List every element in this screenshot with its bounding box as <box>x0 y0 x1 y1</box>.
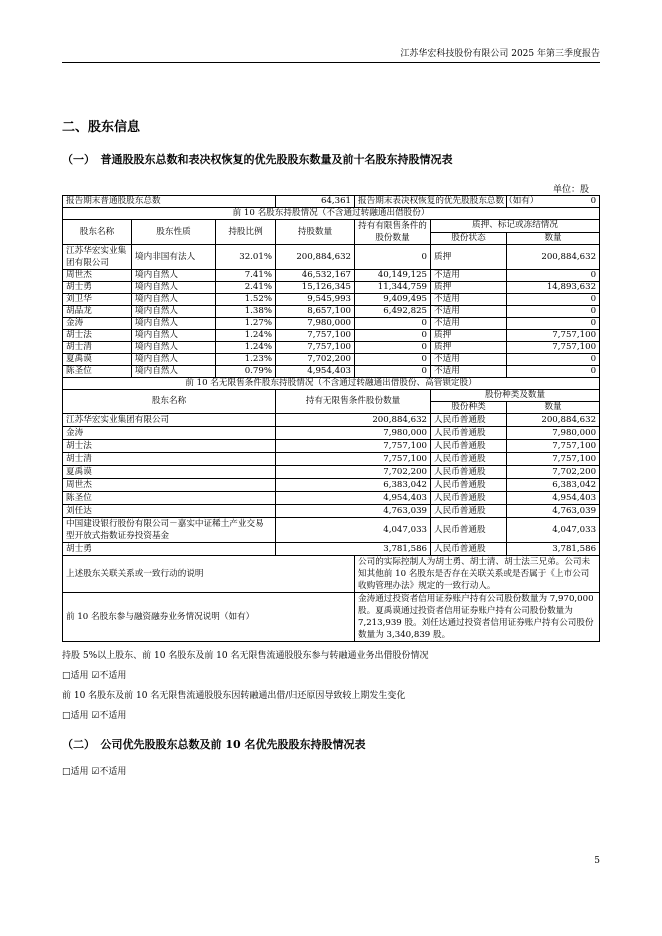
holder-nature: 境内自然人 <box>132 270 216 282</box>
total-holders-label: 报告期末普通股股东总数 <box>63 196 276 208</box>
unres-holder-count: 4,954,403 <box>276 492 431 505</box>
pledge-qty: 0 <box>507 270 600 282</box>
unres-title-row <box>63 378 600 390</box>
holder-ratio: 2.41% <box>216 282 276 294</box>
unres-holder-count: 6,383,042 <box>276 479 431 492</box>
col-header-pledge-group: 质押、标记或冻结情况 <box>431 220 600 233</box>
pledge-qty: 0 <box>507 306 600 318</box>
unres-holder-name: 胡士勇 <box>63 543 276 556</box>
unres-holder-count: 3,781,586 <box>276 543 431 556</box>
holder-nature: 境内自然人 <box>132 366 216 378</box>
holder-name: 江苏华宏实业集团有限公司 <box>63 245 132 270</box>
holder-name: 胡士清 <box>63 342 132 354</box>
unres-holder-count: 200,884,632 <box>276 414 431 427</box>
top10-row <box>63 306 600 318</box>
holder-ratio: 1.24% <box>216 330 276 342</box>
holder-restricted: 0 <box>355 245 431 270</box>
unres-share-qty: 7,980,000 <box>507 427 600 440</box>
pledge-qty: 14,893,632 <box>507 282 600 294</box>
pledge-status: 不适用 <box>431 366 507 378</box>
unres-row <box>63 505 600 518</box>
pledge-status: 质押 <box>431 330 507 342</box>
holder-nature: 境内自然人 <box>132 306 216 318</box>
holder-ratio: 0.79% <box>216 366 276 378</box>
unres-share-type: 人民币普通股 <box>431 453 507 466</box>
unres-share-type: 人民币普通股 <box>431 440 507 453</box>
top10-row <box>63 354 600 366</box>
holder-ratio: 1.52% <box>216 294 276 306</box>
pledge-qty: 7,757,100 <box>507 342 600 354</box>
unres-holder-name: 胡士清 <box>63 453 276 466</box>
unres-share-qty: 6,383,042 <box>507 479 600 492</box>
holder-restricted: 0 <box>355 342 431 354</box>
unres-share-qty: 7,757,100 <box>507 440 600 453</box>
pledge-qty: 0 <box>507 318 600 330</box>
unres-holder-count: 7,980,000 <box>276 427 431 440</box>
pledge-status: 质押 <box>431 245 507 270</box>
pledge-qty: 0 <box>507 366 600 378</box>
unres-holder-count: 7,757,100 <box>276 440 431 453</box>
holder-count: 15,126,345 <box>276 282 355 294</box>
unres-col-header-name: 股东名称 <box>63 390 276 414</box>
top10-header-row <box>63 220 600 233</box>
holder-restricted: 9,409,495 <box>355 294 431 306</box>
holder-restricted: 0 <box>355 354 431 366</box>
unres-share-type: 人民币普通股 <box>431 466 507 479</box>
holder-name: 刘卫华 <box>63 294 132 306</box>
holder-count: 46,532,167 <box>276 270 355 282</box>
holder-name: 夏禹谟 <box>63 354 132 366</box>
unres-holder-name: 中国建设银行股份有限公司－嘉实中证稀土产业交易型开放式指数证券投资基金 <box>63 518 276 543</box>
pledge-status: 不适用 <box>431 270 507 282</box>
unres-header-row <box>63 390 600 402</box>
unres-title: 前 10 名无限售条件股东持股情况（不含通过转融通出借股份、高管锁定股） <box>63 378 600 390</box>
unres-col-header-group: 股份种类及数量 <box>431 390 600 402</box>
pledge-status: 质押 <box>431 282 507 294</box>
page-number: 5 <box>594 856 600 866</box>
page-header: 江苏华宏科技股份有限公司 2025 年第三季度报告 <box>400 49 600 59</box>
col-header-name: 股东名称 <box>63 220 132 245</box>
pledge-qty: 0 <box>507 294 600 306</box>
holder-nature: 境内自然人 <box>132 282 216 294</box>
note-lending-change: 前 10 名股东及前 10 名无限售流通股股东因转融通出借/归还原因导致较上期发生变化 <box>62 691 406 701</box>
unres-row <box>63 492 600 505</box>
unres-share-qty: 4,954,403 <box>507 492 600 505</box>
holder-nature: 境内自然人 <box>132 294 216 306</box>
summary-row <box>63 196 600 208</box>
pledge-status: 不适用 <box>431 354 507 366</box>
choice-preferred: □适用 ☑不适用 <box>62 767 127 777</box>
holder-ratio: 1.27% <box>216 318 276 330</box>
top10-row <box>63 282 600 294</box>
holder-restricted: 0 <box>355 366 431 378</box>
holder-ratio: 7.41% <box>216 270 276 282</box>
unres-col-header-type: 股份种类 <box>431 402 507 414</box>
unres-col-header-count: 持有无限售条件股份数量 <box>276 390 431 414</box>
top10-row <box>63 270 600 282</box>
unres-row <box>63 479 600 492</box>
holder-restricted: 40,149,125 <box>355 270 431 282</box>
unres-holder-name: 夏禹谟 <box>63 466 276 479</box>
unres-share-qty: 4,047,033 <box>507 518 600 543</box>
unres-holder-count: 4,763,039 <box>276 505 431 518</box>
choice-lending-change: □适用 ☑不适用 <box>62 711 127 721</box>
unres-row <box>63 466 600 479</box>
margin-row <box>63 593 600 642</box>
holder-name: 陈圣位 <box>63 366 132 378</box>
unres-share-type: 人民币普通股 <box>431 505 507 518</box>
related-row <box>63 556 600 593</box>
pledge-status: 不适用 <box>431 318 507 330</box>
pledge-status: 不适用 <box>431 306 507 318</box>
holder-nature: 境内自然人 <box>132 318 216 330</box>
holder-name: 胡士勇 <box>63 282 132 294</box>
col-header-qty: 数量 <box>507 232 600 245</box>
pref-holders-label: 报告期末表决权恢复的优先股股东总数（如有） <box>355 196 507 208</box>
unres-row <box>63 543 600 556</box>
top10-title: 前 10 名股东持股情况（不含通过转融通出借股份） <box>63 208 600 220</box>
unres-share-type: 人民币普通股 <box>431 518 507 543</box>
margin-label: 前 10 名股东参与融资融券业务情况说明（如有） <box>63 593 355 642</box>
pledge-status: 质押 <box>431 342 507 354</box>
unres-holder-name: 陈圣位 <box>63 492 276 505</box>
unres-share-type: 人民币普通股 <box>431 479 507 492</box>
holder-restricted: 0 <box>355 318 431 330</box>
header-divider <box>62 62 600 63</box>
col-header-status: 股份状态 <box>431 232 507 245</box>
holder-name: 周世杰 <box>63 270 132 282</box>
unres-row <box>63 414 600 427</box>
subsection-title-2: （二） 公司优先股股东总数及前 10 名优先股股东持股情况表 <box>62 738 366 751</box>
related-text: 公司的实际控制人为胡士勇、胡士清、胡士法三兄弟。公司未知其他前 10 名股东是否存在关联关系或是否属于《上市公司收购管理办法》规定的一致行动人。 <box>355 556 600 593</box>
section-title: 二、股东信息 <box>62 120 141 135</box>
holder-count: 4,954,403 <box>276 366 355 378</box>
holder-count: 7,757,100 <box>276 342 355 354</box>
holder-count: 8,657,100 <box>276 306 355 318</box>
related-label: 上述股东关联关系或一致行动的说明 <box>63 556 355 593</box>
holder-name: 胡士法 <box>63 330 132 342</box>
unres-row <box>63 440 600 453</box>
holder-count: 9,545,993 <box>276 294 355 306</box>
pledge-qty: 7,757,100 <box>507 330 600 342</box>
choice-securities-lending: □适用 ☑不适用 <box>62 671 127 681</box>
unit-label: 单位：股 <box>552 185 589 195</box>
pref-holders-value: 0 <box>507 196 600 208</box>
top10-title-row <box>63 208 600 220</box>
unres-share-type: 人民币普通股 <box>431 543 507 556</box>
unres-share-type: 人民币普通股 <box>431 414 507 427</box>
unres-holder-name: 周世杰 <box>63 479 276 492</box>
pledge-qty: 200,884,632 <box>507 245 600 270</box>
unres-share-qty: 7,702,200 <box>507 466 600 479</box>
top10-row <box>63 318 600 330</box>
holder-restricted: 6,492,825 <box>355 306 431 318</box>
unres-holder-count: 7,702,200 <box>276 466 431 479</box>
holder-nature: 境内自然人 <box>132 354 216 366</box>
unres-holder-count: 4,047,033 <box>276 518 431 543</box>
col-header-ratio: 持股比例 <box>216 220 276 245</box>
holder-name: 胡品龙 <box>63 306 132 318</box>
subsection-title-1: （一） 普通股股东总数和表决权恢复的优先股股东数量及前十名股东持股情况表 <box>62 153 453 166</box>
holder-ratio: 1.23% <box>216 354 276 366</box>
pledge-qty: 0 <box>507 354 600 366</box>
holder-nature: 境内非国有法人 <box>132 245 216 270</box>
holder-count: 7,980,000 <box>276 318 355 330</box>
unres-row <box>63 453 600 466</box>
holder-restricted: 0 <box>355 330 431 342</box>
holder-count: 7,757,100 <box>276 330 355 342</box>
unres-row <box>63 427 600 440</box>
unres-share-qty: 7,757,100 <box>507 453 600 466</box>
top10-row <box>63 294 600 306</box>
top10-row <box>63 330 600 342</box>
holder-nature: 境内自然人 <box>132 342 216 354</box>
col-header-nature: 股东性质 <box>132 220 216 245</box>
shareholder-table <box>62 195 600 642</box>
unres-share-qty: 3,781,586 <box>507 543 600 556</box>
holder-ratio: 1.24% <box>216 342 276 354</box>
unres-holder-name: 刘任达 <box>63 505 276 518</box>
unres-share-type: 人民币普通股 <box>431 492 507 505</box>
holder-name: 金涛 <box>63 318 132 330</box>
holder-count: 7,702,200 <box>276 354 355 366</box>
holder-count: 200,884,632 <box>276 245 355 270</box>
holder-ratio: 32.01% <box>216 245 276 270</box>
holder-ratio: 1.38% <box>216 306 276 318</box>
top10-row <box>63 245 600 270</box>
unres-share-qty: 200,884,632 <box>507 414 600 427</box>
col-header-restricted: 持有有限售条件的股份数量 <box>355 220 431 245</box>
margin-text: 金涛通过投资者信用证券账户持有公司股份数量为 7,970,000 股。夏禹谟通过投资者信用证券账户持有公司股份数量为 7,213,939 股。刘任达通过投资者信用证券账户持有公司股份数量为 3,340,839 股。 <box>355 593 600 642</box>
unres-share-qty: 4,763,039 <box>507 505 600 518</box>
col-header-count: 持股数量 <box>276 220 355 245</box>
holder-restricted: 11,344,759 <box>355 282 431 294</box>
note-securities-lending: 持股 5%以上股东、前 10 名股东及前 10 名无限售流通股股东参与转融通业务出借股份情况 <box>62 651 429 661</box>
unres-share-type: 人民币普通股 <box>431 427 507 440</box>
top10-row <box>63 342 600 354</box>
unres-row <box>63 518 600 543</box>
pledge-status: 不适用 <box>431 294 507 306</box>
unres-holder-name: 金涛 <box>63 427 276 440</box>
top10-row <box>63 366 600 378</box>
unres-holder-count: 7,757,100 <box>276 453 431 466</box>
unres-col-header-qty: 数量 <box>507 402 600 414</box>
holder-nature: 境内自然人 <box>132 330 216 342</box>
unres-holder-name: 胡士法 <box>63 440 276 453</box>
total-holders-value: 64,361 <box>276 196 355 208</box>
unres-holder-name: 江苏华宏实业集团有限公司 <box>63 414 276 427</box>
